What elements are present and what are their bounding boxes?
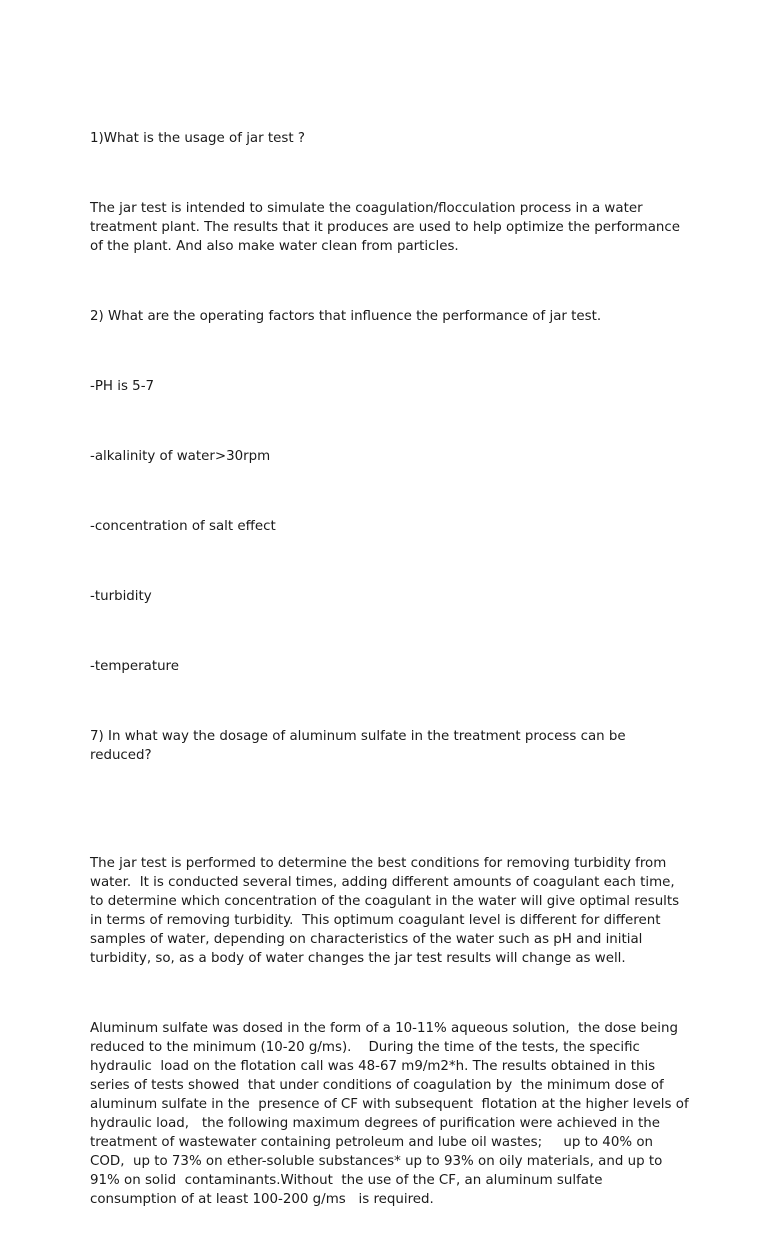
answer-7-paragraph-1: The jar test is performed to determine the best conditions for removing turbidity from water. It is conducted several times, adding different amounts of coagulant each time, to determine which concentration of the coagulant in the water will give optimal results in terms of removing turbidity. This optimum coagulant level is different for different samples of water, depending on characteristics of the water such as pH and initial turbidity, so, as a body of water changes the jar test results will change as well. (90, 856, 684, 966)
factor-alkalinity: -alkalinity of water>30rpm (90, 449, 271, 464)
answer-1-paragraph: The jar test is intended to simulate the coagulation/flocculation process in a water treatment plant. The results that it produces are used to help optimize the performance of the plant. And also make water clean from particles. (90, 201, 685, 254)
answer-7-paragraph-2: Aluminum sulfate was dosed in the form of a 10-11% aqueous solution, the dose being reduced to the minimum (10-20 g/ms). During the time of the tests, the specific hydraulic load on the flotation call was 48-67 m9/m2*h. The results obtained in this series of tests showed that under conditions of coagulation by the minimum dose of aluminum sulfate in the presence of CF with subsequent flotation at the higher levels of hydraulic load, the following maximum degrees of purification were achieved in the treatment of wastewater containing petroleum and lube oil wastes; up to 40% on COD, up to 73% on ether-soluble substances* up to 93% on oily materials, and up to 91% on solid contaminants.Without the use of the CF, an aluminum sulfate consumption of at least 100-200 g/ms is required. (90, 1021, 693, 1207)
document-body (90, 91, 693, 1260)
factor-turbidity: -turbidity (90, 589, 152, 604)
factor-temperature: -temperature (90, 659, 180, 674)
factor-ph: -PH is 5-7 (90, 379, 155, 394)
factor-salt-concentration: -concentration of salt effect (90, 519, 276, 534)
question-2: 2) What are the operating factors that influence the performance of jar test. (90, 309, 602, 324)
question-1: 1)What is the usage of jar test ? (90, 131, 305, 146)
question-7: 7) In what way the dosage of aluminum sulfate in the treatment process can be reduced? (90, 729, 630, 763)
